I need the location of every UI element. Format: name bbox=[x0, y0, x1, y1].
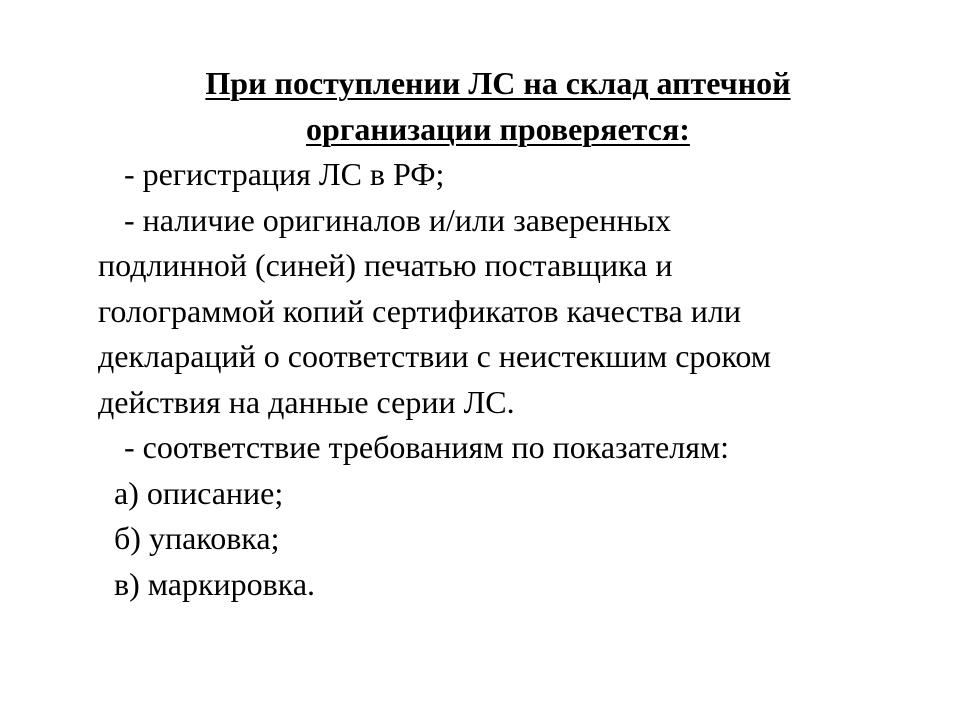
body-line-requirements: - соответствие требованиям по показателям: bbox=[124, 429, 730, 465]
title-line-2: организации проверяется: bbox=[306, 111, 690, 147]
title-line-1: При поступлении ЛС на склад аптечной bbox=[205, 65, 791, 101]
body-line-labeling: в) маркировка. bbox=[114, 565, 316, 602]
body-line-originals: - наличие оригиналов и/или заверенных bbox=[124, 201, 671, 238]
body-line-hologram: голограммой копий сертификатов качества или bbox=[98, 292, 741, 329]
body-line-validity: действия на данные серии ЛС. bbox=[98, 383, 515, 420]
slide-body bbox=[98, 152, 898, 607]
body-line-declarations: деклараций о соответствии с неистекшим сроком bbox=[98, 338, 771, 374]
body-line-seal: подлинной (синей) печатью поставщика и bbox=[98, 247, 673, 283]
body-line-packaging: б) упаковка; bbox=[114, 520, 280, 556]
slide-title bbox=[98, 60, 898, 152]
body-line-registration: - регистрация ЛС в РФ; bbox=[124, 156, 445, 192]
body-line-description: а) описание; bbox=[114, 474, 284, 511]
